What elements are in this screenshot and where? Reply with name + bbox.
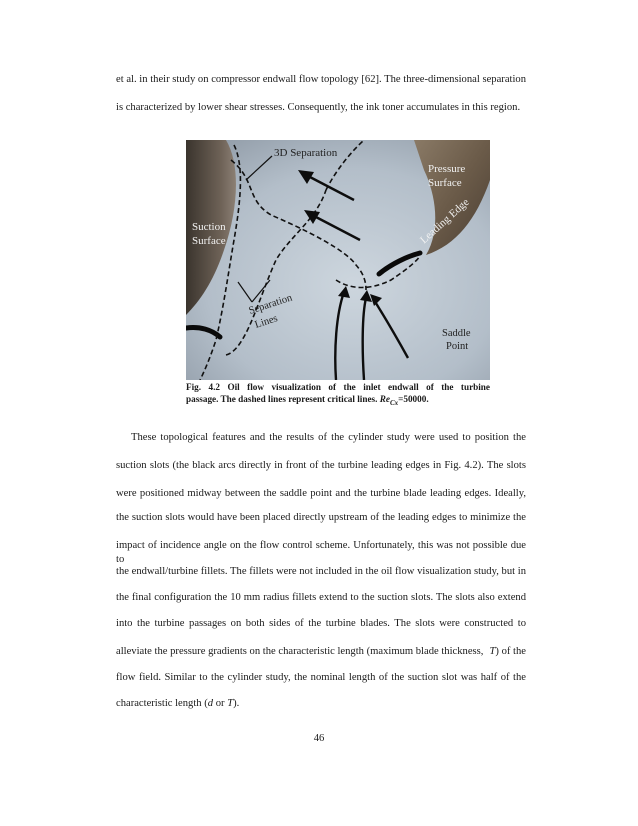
label-pressure: Pressure [428,163,466,175]
caption-line [186,393,490,409]
figure-caption [186,381,490,409]
label-saddle: Saddle [442,328,471,339]
label-point: Point [446,341,469,352]
reynolds-symbol: Re [379,394,390,404]
text-segment: ) of the [495,646,526,657]
text-line [116,645,526,659]
text-line: the endwall/turbine fillets. The fillets were not included in the oil flow visualization study, but in [116,566,526,577]
label-separation: Separation [247,292,294,317]
text-line: were positioned midway between the saddle point and the turbine blade leading edges. Ideally, [116,488,526,499]
oil-flow-figure [186,140,490,380]
reynolds-subscript: Cx [389,398,399,407]
text-line: suction slots (the black arcs directly in front of the turbine leading edges in Fig. 4.2). The slots [116,460,526,471]
text-segment [490,645,527,659]
text-line: into the turbine passages on both sides of the turbine blades. The slots were constructed to [116,618,526,629]
page-number: 46 [313,733,325,744]
thickness-symbol: T [489,646,496,657]
reynolds-value: =50000. [398,394,429,404]
label-pressure-surface: Surface [428,177,462,189]
label-leading-edge: Leading Edge [417,196,472,247]
text-line: the suction slots would have been placed directly upstream of the leading edges to minimize the [116,512,526,523]
label-suction: Suction [192,221,226,233]
text-line: impact of incidence angle on the flow control scheme. Unfortunately, this was not possible due to [116,540,526,565]
caption-text: passage. The dashed lines represent critical lines. [186,394,380,404]
thickness-symbol: T [227,698,234,709]
text-line: flow field. Similar to the cylinder study, the nominal length of the suction slot was half of the [116,672,526,683]
diameter-symbol: d [207,698,214,709]
label-lines: Lines [253,313,280,331]
text-segment: ). [233,698,240,709]
caption-line: Fig. 4.2 Oil flow visualization of the inlet endwall of the turbine [186,382,490,392]
text-segment: characteristic length ( [116,698,208,709]
label-3d-separation: 3D Separation [274,147,338,159]
text-segment: alleviate the pressure gradients on the characteristic length (maximum blade thickness, [116,646,484,657]
text-line: These topological features and the results of the cylinder study were used to position the [131,432,526,443]
text-line: et al. in their study on compressor endwall flow topology [62]. The three-dimensional separation [116,74,526,85]
text-line: the final configuration the 10 mm radius fillets extend to the suction slots. The slots also extend [116,592,526,603]
text-segment: or [213,698,228,709]
label-suction-surface: Surface [192,235,226,247]
oil-flow-photo [186,140,490,380]
text-line: is characterized by lower shear stresses. Consequently, the ink toner accumulates in this region. [116,102,521,113]
text-line [116,697,526,711]
